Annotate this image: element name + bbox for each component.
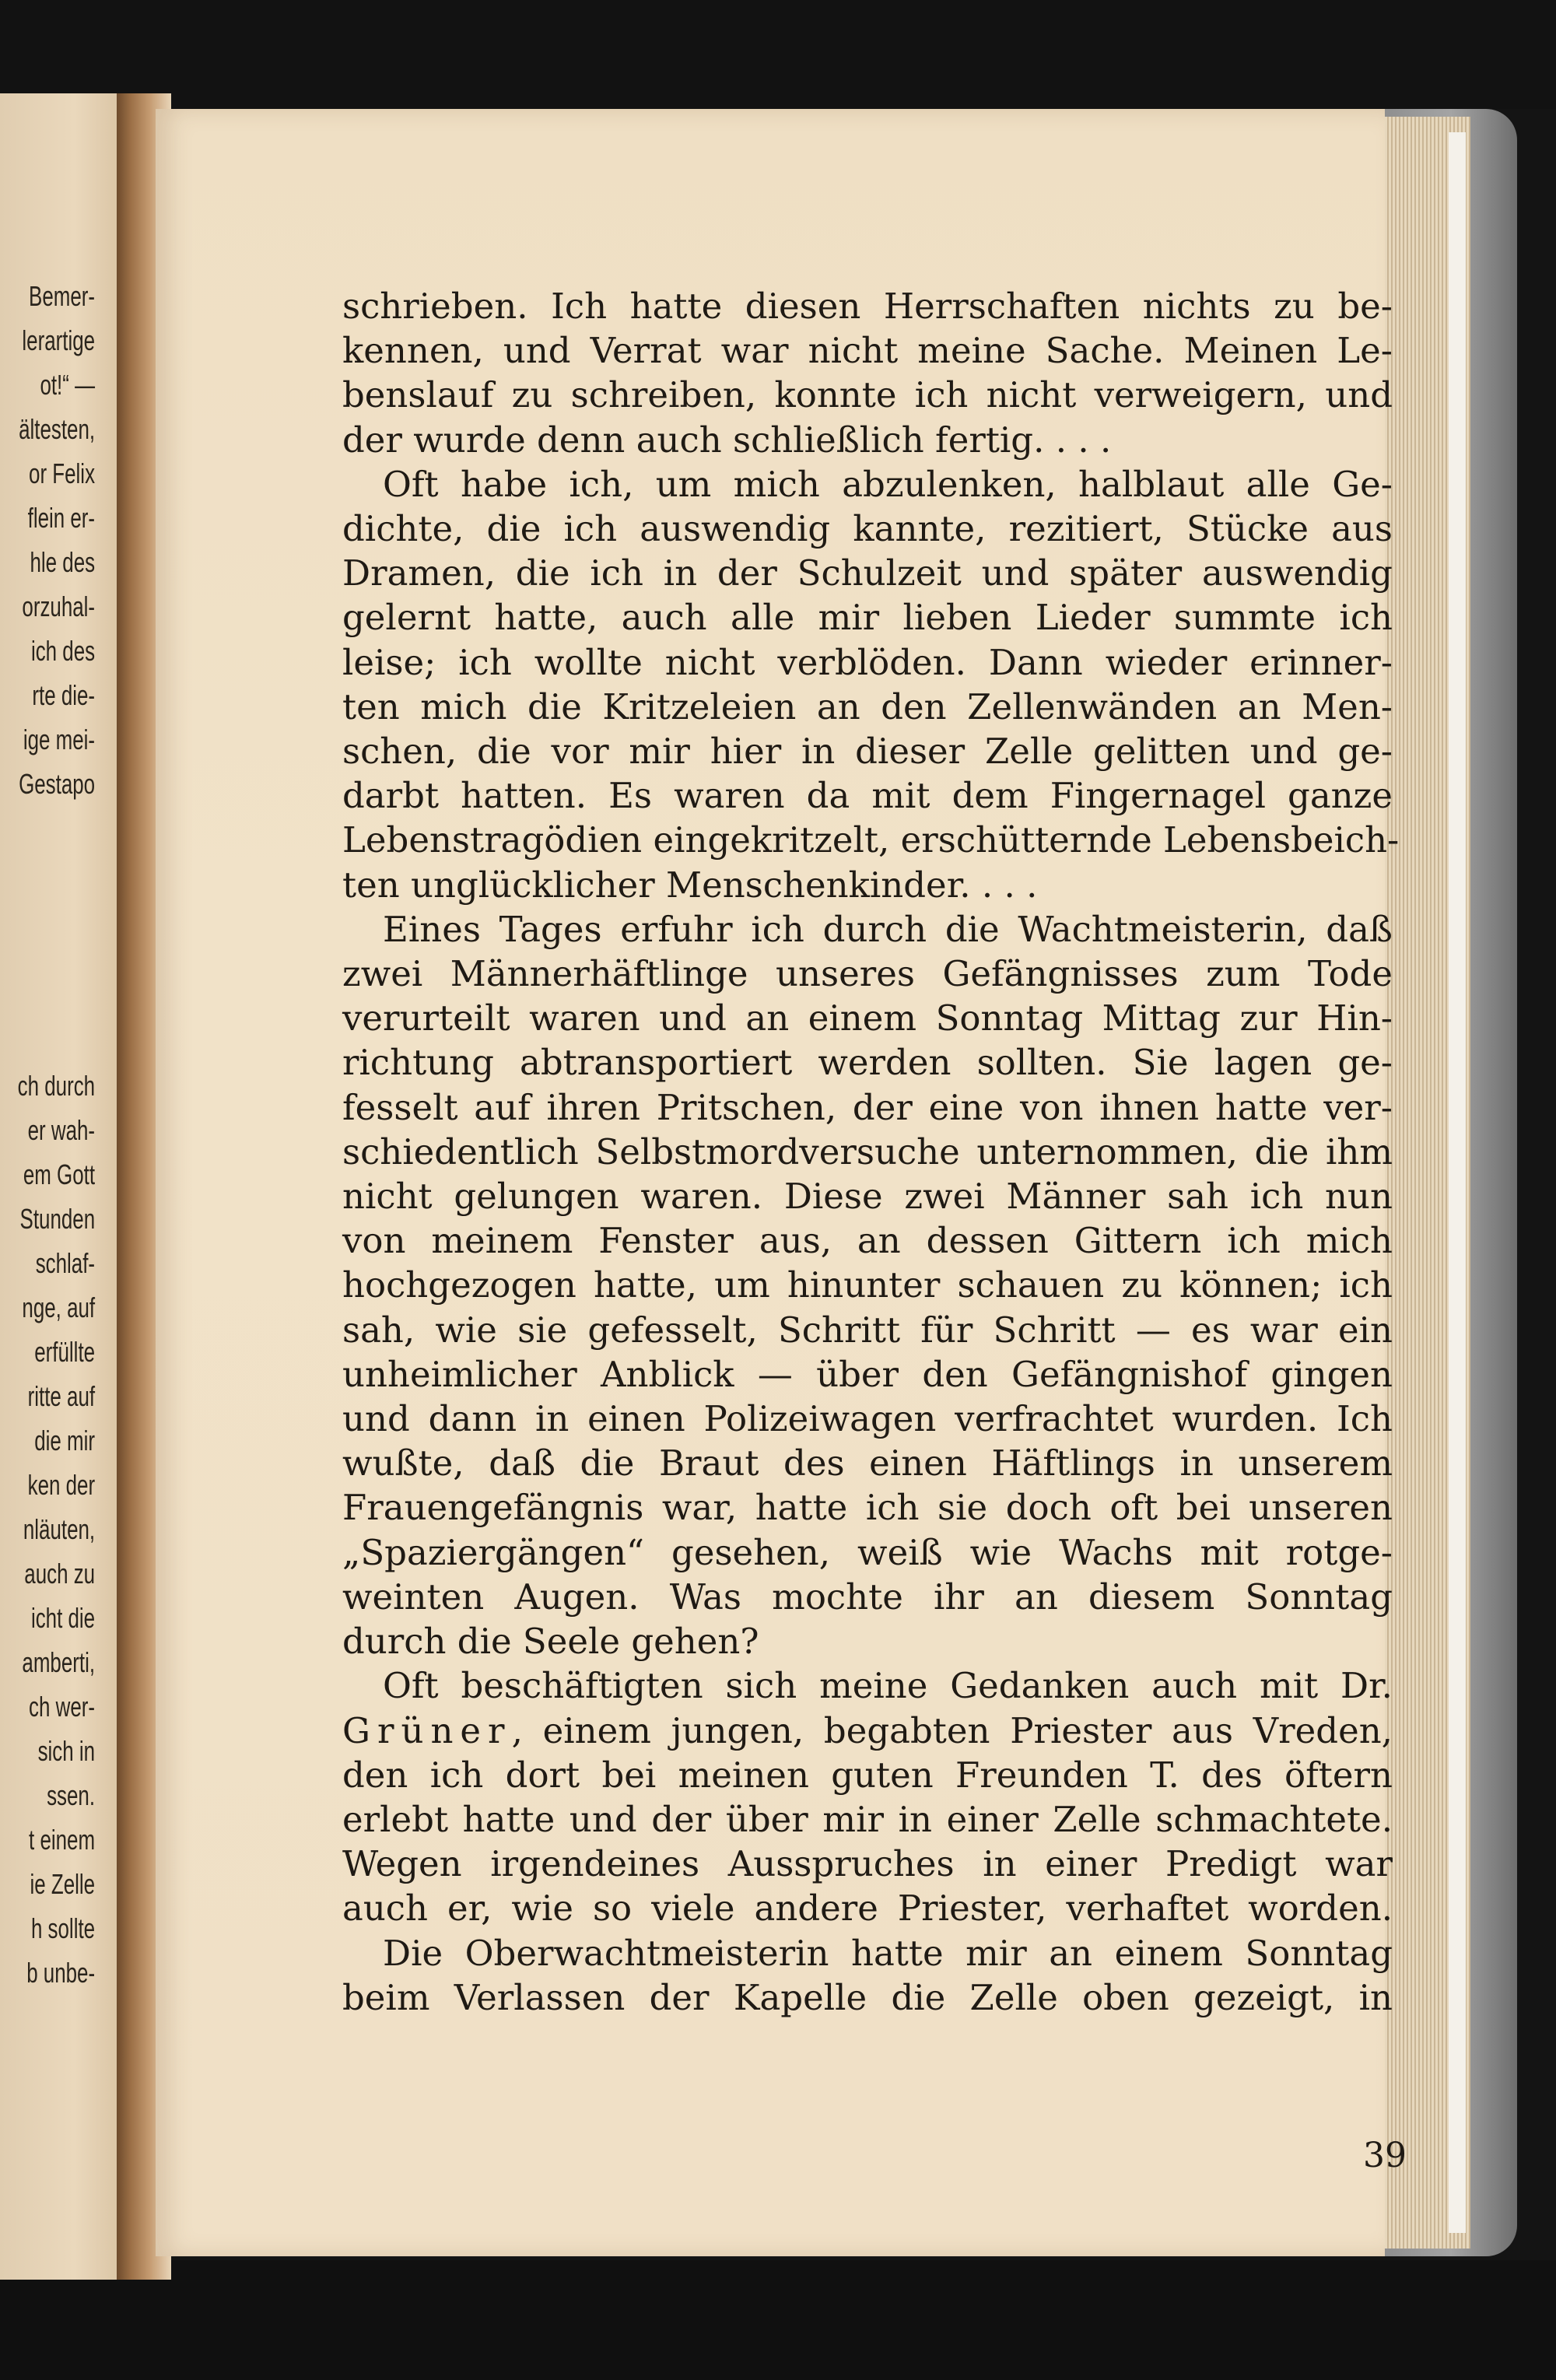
previous-page-fragment: ch durch (17, 1070, 95, 1102)
background-bottom (0, 2260, 1556, 2380)
previous-page-fragment: hle des (30, 546, 95, 578)
text-line: schiedentlich Selbstmordversuche unternommen, die ihm (342, 1130, 1393, 1172)
text-line: unheimlicher Anblick — über den Gefängnishof gingen (342, 1353, 1393, 1395)
text-line: und dann in einen Polizeiwagen verfrachtet wurden. Ich (342, 1398, 1393, 1440)
previous-page-fragment: Bemer- (29, 280, 95, 312)
previous-page-fragment: Gestapo (19, 768, 95, 800)
text-line-rest: , einem jungen, begabten Priester aus Vreden, (511, 1709, 1393, 1751)
text-line: hochgezogen hatte, um hinunter schauen zu können; ich (342, 1264, 1393, 1306)
previous-page-fragment: ssen. (47, 1779, 95, 1811)
text-line: verurteilt waren und an einem Sonntag Mittag zur Hin- (342, 997, 1393, 1039)
text-line: schrieben. Ich hatte diesen Herrschaften nichts zu be- (342, 286, 1393, 327)
white-page-edge (1449, 132, 1466, 2233)
previous-page-fragment: er wah- (27, 1114, 95, 1146)
spaced-name: Grüner (342, 1709, 512, 1751)
previous-page-fragment: flein er- (27, 502, 95, 534)
text-line: schen, die vor mir hier in dieser Zelle gelitten und ge- (342, 731, 1393, 773)
previous-page-fragment: nge, auf (22, 1292, 95, 1323)
previous-page-fragment: auch zu (24, 1558, 95, 1590)
text-line: darbt hatten. Es waren da mit dem Fingernagel ganze (342, 775, 1393, 817)
previous-page-fragment: ältesten, (19, 413, 95, 445)
previous-page-fragment: icht die (30, 1602, 95, 1634)
previous-page-fragment: ritte auf (27, 1380, 95, 1412)
previous-page-fragment: die mir (34, 1425, 95, 1456)
text-line: von meinem Fenster aus, an dessen Gittern ich mich (342, 1220, 1393, 1262)
text-line-spaced-name (342, 1709, 1393, 1753)
previous-page-fragment: or Felix (29, 457, 95, 489)
book-page (156, 109, 1407, 2256)
previous-page-fragment: h sollte (30, 1912, 95, 1944)
previous-page-fragment: amberti, (22, 1646, 95, 1678)
text-line: kennen, und Verrat war nicht meine Sache. Meinen Le- (342, 330, 1393, 372)
previous-page-text-fragments (0, 93, 117, 2280)
previous-page-fragment: ich des (30, 635, 95, 667)
text-line: Dramen, die ich in der Schulzeit und später auswendig (342, 552, 1393, 594)
previous-page-fragment: lerartige (22, 324, 95, 356)
text-line: ten unglücklicher Menschenkinder. . . . (342, 864, 1038, 906)
background-top (0, 0, 1556, 109)
previous-page-fragment: Stunden (19, 1203, 95, 1235)
text-line: Oft habe ich, um mich abzulenken, halblaut alle Ge- (383, 463, 1393, 505)
text-line: Lebenstragödien eingekritzelt, erschütternde Lebensbeich- (342, 819, 1400, 861)
previous-page-fragment: ken der (27, 1469, 95, 1501)
previous-page-fragment: nläuten, (23, 1513, 95, 1545)
text-line: der wurde denn auch schließlich fertig. . . . (342, 419, 1112, 461)
text-line: zwei Männerhäftlinge unseres Gefängnisses zum Tode (342, 953, 1393, 995)
text-line: durch die Seele gehen? (342, 1621, 759, 1663)
previous-page-fragment: ch wer- (29, 1691, 95, 1723)
previous-page-fragment: rte die- (32, 679, 95, 711)
text-line: gelernt hatte, auch alle mir lieben Lieder summte ich (342, 597, 1393, 639)
text-line: Oft beschäftigten sich meine Gedanken auch mit Dr. (383, 1665, 1393, 1707)
previous-page-fragment: ie Zelle (30, 1868, 95, 1900)
previous-page-fragment: em Gott (23, 1158, 95, 1190)
text-line: nicht gelungen waren. Diese zwei Männer sah ich nun (342, 1176, 1393, 1218)
body-text (342, 284, 1400, 2020)
previous-page-fragment: ot!“ — (40, 369, 95, 401)
text-line: beim Verlassen der Kapelle die Zelle oben gezeigt, in (342, 1976, 1393, 2018)
previous-page-fragment: sich in (37, 1735, 95, 1767)
text-line: „Spaziergängen“ gesehen, weiß wie Wachs mit rotge- (342, 1531, 1393, 1573)
text-line: richtung abtransportiert werden sollten. Sie lagen ge- (342, 1042, 1393, 1084)
text-line: weinten Augen. Was mochte ihr an diesem Sonntag (342, 1576, 1393, 1618)
text-line: fesselt auf ihren Pritschen, der eine von ihnen hatte ver- (342, 1086, 1393, 1128)
text-line: Die Oberwachtmeisterin hatte mir an einem Sonntag (383, 1932, 1393, 1974)
text-line: Frauengefängnis war, hatte ich sie doch oft bei unseren (342, 1487, 1393, 1529)
text-line: benslauf zu schreiben, konnte ich nicht verweigern, und (342, 374, 1393, 416)
previous-page-edge (0, 93, 124, 2280)
page-number: 39 (1363, 2136, 1407, 2175)
text-line: den ich dort bei meinen guten Freunden T. des öftern (342, 1754, 1393, 1796)
text-line: sah, wie sie gefesselt, Schritt für Schritt — es war ein (342, 1309, 1393, 1351)
text-line: auch er, wie so viele andere Priester, verhaftet worden. (342, 1888, 1393, 1930)
text-line: dichte, die ich auswendig kannte, rezitiert, Stücke aus (342, 508, 1393, 550)
previous-page-fragment: ige mei- (23, 724, 95, 755)
text-line: ten mich die Kritzeleien an den Zellenwänden an Men- (342, 685, 1393, 727)
previous-page-fragment: erfüllte (34, 1336, 95, 1368)
text-line: Eines Tages erfuhr ich durch die Wachtmeisterin, daß (383, 908, 1393, 950)
text-line: erlebt hatte und der über mir in einer Zelle schmachtete. (342, 1798, 1393, 1840)
text-line: Wegen irgendeines Ausspruches in einer Predigt war (342, 1843, 1393, 1885)
previous-page-fragment: orzuhal- (22, 591, 95, 622)
text-line: wußte, daß die Braut des einen Häftlings in unserem (342, 1442, 1393, 1484)
previous-page-fragment: t einem (28, 1824, 95, 1856)
previous-page-fragment: schlaf- (35, 1247, 95, 1279)
previous-page-fragment: b unbe- (26, 1957, 95, 1989)
text-line: leise; ich wollte nicht verblöden. Dann wieder erinner- (342, 641, 1393, 683)
